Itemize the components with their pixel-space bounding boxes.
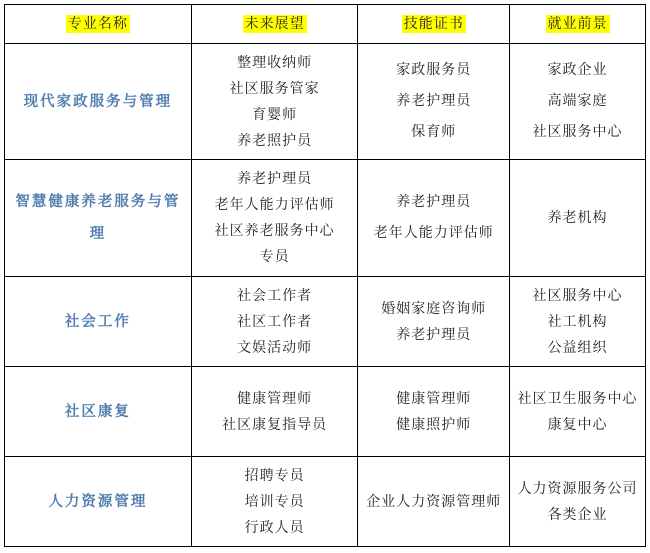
- header-future-label: 未来展望: [244, 16, 305, 32]
- job-item: 公益组织: [547, 339, 608, 356]
- cert-item: 保育师: [411, 124, 457, 140]
- future-item: 整理收纳师: [237, 54, 313, 71]
- major-name: 智慧健康养老服务与管理: [15, 194, 181, 242]
- major-name: 现代家政服务与管理: [23, 93, 173, 110]
- major-cell: [5, 44, 192, 160]
- major-cell: [5, 457, 192, 547]
- future-item: 文娱活动师: [237, 339, 313, 356]
- cert-item: 家政服务员: [396, 62, 472, 78]
- job-item: 社区卫生服务中心: [517, 390, 638, 407]
- cert-item: 婚姻家庭咨询师: [381, 300, 487, 317]
- certs-cell: [358, 160, 510, 277]
- major-cell: [5, 160, 192, 277]
- cert-item: 养老护理员: [396, 93, 472, 109]
- header-cell: [191, 5, 358, 44]
- job-item: 各类企业: [547, 506, 608, 523]
- jobs-cell: [510, 367, 646, 457]
- job-item: 康复中心: [547, 416, 608, 433]
- major-name: 人力资源管理: [48, 493, 148, 510]
- certs-cell: [358, 44, 510, 160]
- table-row: [5, 44, 646, 160]
- jobs-cell: [510, 457, 646, 547]
- future-item: 社会工作者: [237, 287, 313, 304]
- major-cell: [5, 367, 192, 457]
- future-item: 培训专员: [244, 493, 305, 510]
- jobs-cell: [510, 160, 646, 277]
- job-item: 高端家庭: [547, 93, 608, 109]
- cert-item: 企业人力资源管理师: [366, 493, 502, 510]
- cert-item: 健康照护师: [396, 416, 472, 433]
- future-item: 健康管理师: [237, 390, 313, 407]
- table-row: [5, 457, 646, 547]
- future-item: 老年人能力评估师: [214, 197, 335, 213]
- table-row: [5, 160, 646, 277]
- major-name: 社会工作: [64, 313, 131, 330]
- cert-item: 健康管理师: [396, 390, 472, 407]
- certs-cell: [358, 367, 510, 457]
- header-cell: [5, 5, 192, 44]
- future-item: 养老护理员: [237, 171, 313, 187]
- future-item: 专员: [259, 249, 290, 265]
- job-item: 家政企业: [547, 62, 608, 78]
- future-cell: [191, 457, 358, 547]
- future-item: 社区养老服务中心: [214, 223, 335, 239]
- header-jobs-label: 就业前景: [547, 16, 608, 32]
- job-item: 养老机构: [547, 210, 608, 226]
- cert-item: 养老护理员: [396, 326, 472, 343]
- jobs-cell: [510, 44, 646, 160]
- job-item: 人力资源服务公司: [517, 480, 638, 497]
- cert-item: 养老护理员: [396, 194, 472, 210]
- header-cell: [510, 5, 646, 44]
- major-cell: [5, 277, 192, 367]
- future-item: 招聘专员: [244, 467, 305, 484]
- future-cell: [191, 277, 358, 367]
- table-row: [5, 367, 646, 457]
- future-item: 行政人员: [244, 519, 305, 536]
- job-item: 社工机构: [547, 313, 608, 330]
- job-item: 社区服务中心: [532, 124, 623, 140]
- table-row: [5, 277, 646, 367]
- future-item: 社区工作者: [237, 313, 313, 330]
- job-item: 社区服务中心: [532, 287, 623, 304]
- future-cell: [191, 160, 358, 277]
- cert-item: 老年人能力评估师: [373, 225, 494, 241]
- future-item: 养老照护员: [237, 132, 313, 149]
- certs-cell: [358, 277, 510, 367]
- major-name: 社区康复: [64, 403, 131, 420]
- header-certs-label: 技能证书: [403, 16, 464, 32]
- future-item: 育婴师: [252, 106, 298, 123]
- majors-table: [4, 4, 646, 547]
- jobs-cell: [510, 277, 646, 367]
- header-cell: [358, 5, 510, 44]
- future-item: 社区服务管家: [229, 80, 320, 97]
- certs-cell: [358, 457, 510, 547]
- header-row: [5, 5, 646, 44]
- future-cell: [191, 44, 358, 160]
- header-major-label: 专业名称: [67, 16, 128, 32]
- future-cell: [191, 367, 358, 457]
- future-item: 社区康复指导员: [222, 416, 328, 433]
